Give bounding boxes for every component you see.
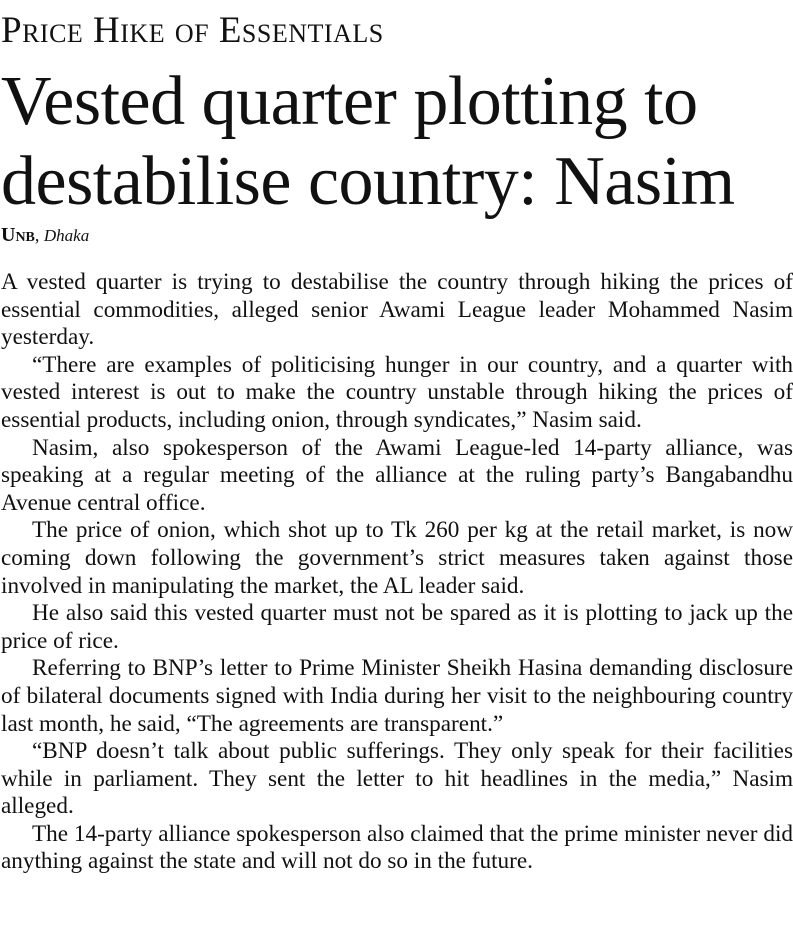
article-paragraph: “There are examples of politicising hunger in our country, and a quarter with vested interest is out to make the country unstable through hiking the prices of essential products, including onion, through syndicates,” Nasim said. (1, 351, 793, 433)
article-paragraph: He also said this vested quarter must not be spared as it is plotting to jack up the price of rice. (1, 600, 793, 654)
article-body (1, 269, 793, 876)
article-headline: Vested quarter plotting to destabilise country: Nasim (1, 63, 735, 220)
article-paragraph: A vested quarter is trying to destabilise the country through hiking the prices of essential commodities, alleged senior Awami League leader Mohammed Nasim yesterday. (1, 269, 793, 351)
article-paragraph: The 14-party alliance spokesperson also claimed that the prime minister never did anything against the state and will not do so in the future. (1, 820, 793, 875)
article-kicker: Price Hike of Essentials (1, 10, 384, 51)
byline-agency: Unb (1, 224, 35, 246)
article-paragraph: Referring to BNP’s letter to Prime Minister Sheikh Hasina demanding disclosure of bilateral documents signed with India during her visit to the neighbouring country last month, he said, “The agreements are transparent.” (1, 655, 793, 737)
article-paragraph: Nasim, also spokesperson of the Awami League-led 14-party alliance, was speaking at a regular meeting of the alliance at the ruling party’s Bangabandhu Avenue central office. (1, 434, 793, 516)
byline (1, 224, 793, 247)
byline-separator: , (34, 225, 40, 245)
byline-place: Dhaka (43, 226, 90, 245)
article-paragraph: The price of onion, which shot up to Tk 260 per kg at the retail market, is now coming down following the government’s strict measures taken against those involved in manipulating the market, the AL leader said. (1, 517, 793, 599)
article-paragraph: “BNP doesn’t talk about public sufferings. They only speak for their facilities while in parliament. They sent the letter to hit headlines in the media,” Nasim alleged. (1, 738, 793, 820)
